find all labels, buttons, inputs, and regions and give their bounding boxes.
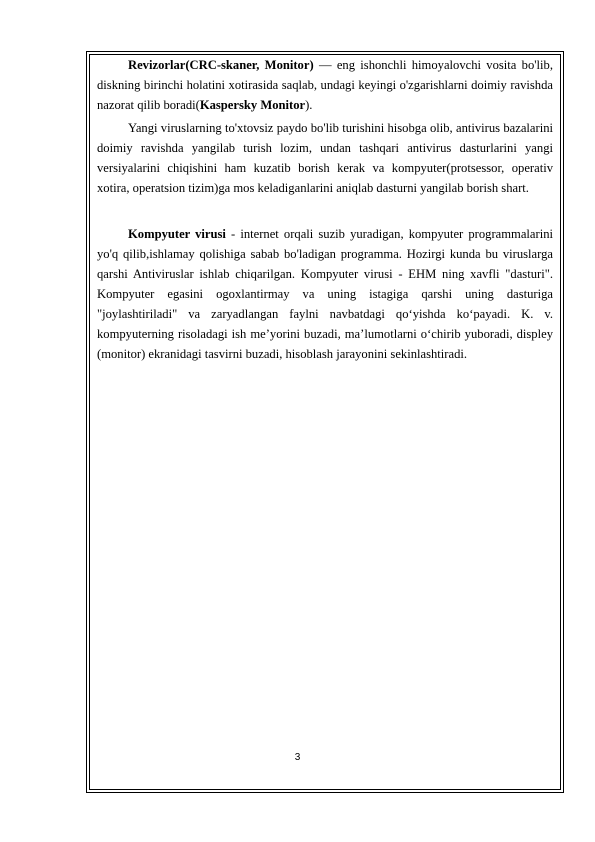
document-body [97,55,553,364]
paragraph-updates-text: Yangi viruslarning to'xtovsiz paydo bo'lib turishini hisobga olib, antivirus bazalarini doimiy ravishda yangilab turish lozim, undan tashqari antivirus dasturlarini yangi versiyalarini chiqishini ham kuzatib borish kerak va kompyuter(protsessor, operativ xotira, operatsion tizim)ga mos keladiganlarini aniqlab dasturni yangilab borish shart. [97,121,553,195]
term-kompyuter-virusi: Kompyuter virusi [128,227,226,241]
page-number: 3 [294,752,301,763]
paragraph-kompyuter-virusi-text: - internet orqali suzib yuradigan, kompyuter programmalarini yo'q qilib,ishlamay qolishiga sabab bo'ladigan programma. Hozirgi kunda bu viruslarga qarshi Antiviruslar ishlab chiqarilgan. Kompyuter virusi - EHM ning xavfli "dasturi". Kompyuter egasini ogoxlantirmay va uning istagiga qarshi uning dasturiga "joylashtiriladi" va zaryadlangan faylni navbatdagi qoʻyishda koʻpayadi. K. v. kompyuterning risoladagi ish meʼyorini buzadi, maʼlumotlarni oʻchirib yuboradi, displey (monitor) ekranidagi tasvirni buzadi, hisoblash jarayonini sekinlashtiradi. [97,227,553,361]
paragraph-revizorlar [97,55,553,115]
paragraph-updates [97,118,553,198]
term-revizorlar: Revizorlar(CRC-skaner, Monitor) [128,58,314,72]
paragraph-revizorlar-end: ). [305,98,313,112]
paragraph-kompyuter-virusi [97,224,553,364]
paragraph-revizorlar-text: — eng ishonchli himoyalovchi vosita bo'lib, diskning birinchi holatini xotirasida saqlab, undagi keyingi o'zgarishlarni doimiy ravishda nazorat qilib boradi( [97,58,553,112]
term-kaspersky-monitor: Kaspersky Monitor [199,98,306,112]
